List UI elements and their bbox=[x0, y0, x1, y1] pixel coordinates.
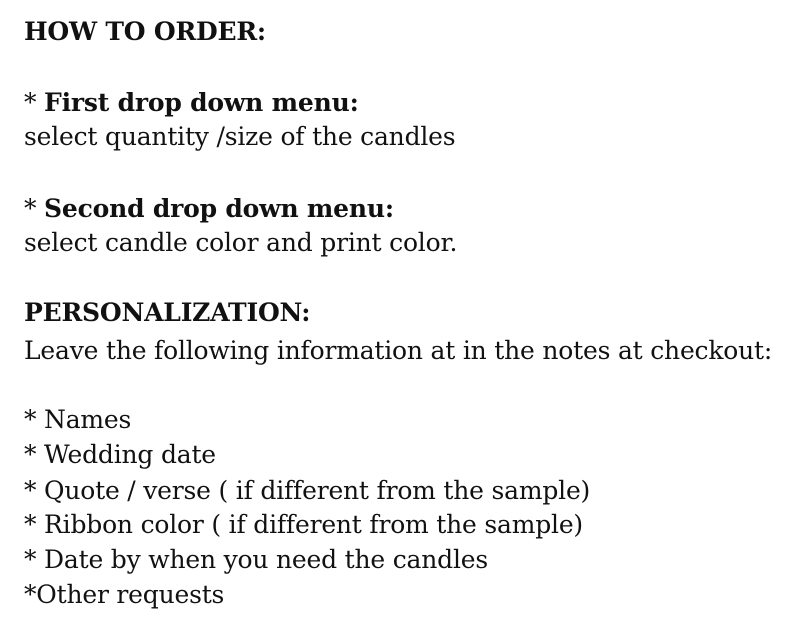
list-item: * Wedding date bbox=[24, 440, 216, 469]
list-item: * Names bbox=[24, 405, 132, 434]
list-item: * Quote / verse ( if different from the sample) bbox=[24, 476, 591, 505]
how-to-order-heading: HOW TO ORDER: bbox=[24, 17, 266, 46]
instructions-document bbox=[24, 0, 784, 635]
list-item: *Other requests bbox=[24, 580, 225, 609]
step2-bullet: * bbox=[24, 194, 45, 223]
personalization-intro: Leave the following information at in the notes at checkout: bbox=[24, 336, 773, 365]
list-item: * Date by when you need the candles bbox=[24, 545, 488, 574]
step1-detail: select quantity /size of the candles bbox=[24, 122, 456, 151]
list-item: * Ribbon color ( if different from the sample) bbox=[24, 510, 583, 539]
step2-title-line bbox=[24, 194, 394, 224]
step1-title-line bbox=[24, 88, 359, 118]
step1-bullet: * bbox=[24, 88, 45, 117]
step2-title: Second drop down menu: bbox=[44, 194, 394, 223]
step1-title: First drop down menu: bbox=[44, 88, 359, 117]
personalization-heading: PERSONALIZATION: bbox=[24, 298, 311, 327]
step2-detail: select candle color and print color. bbox=[24, 228, 458, 257]
